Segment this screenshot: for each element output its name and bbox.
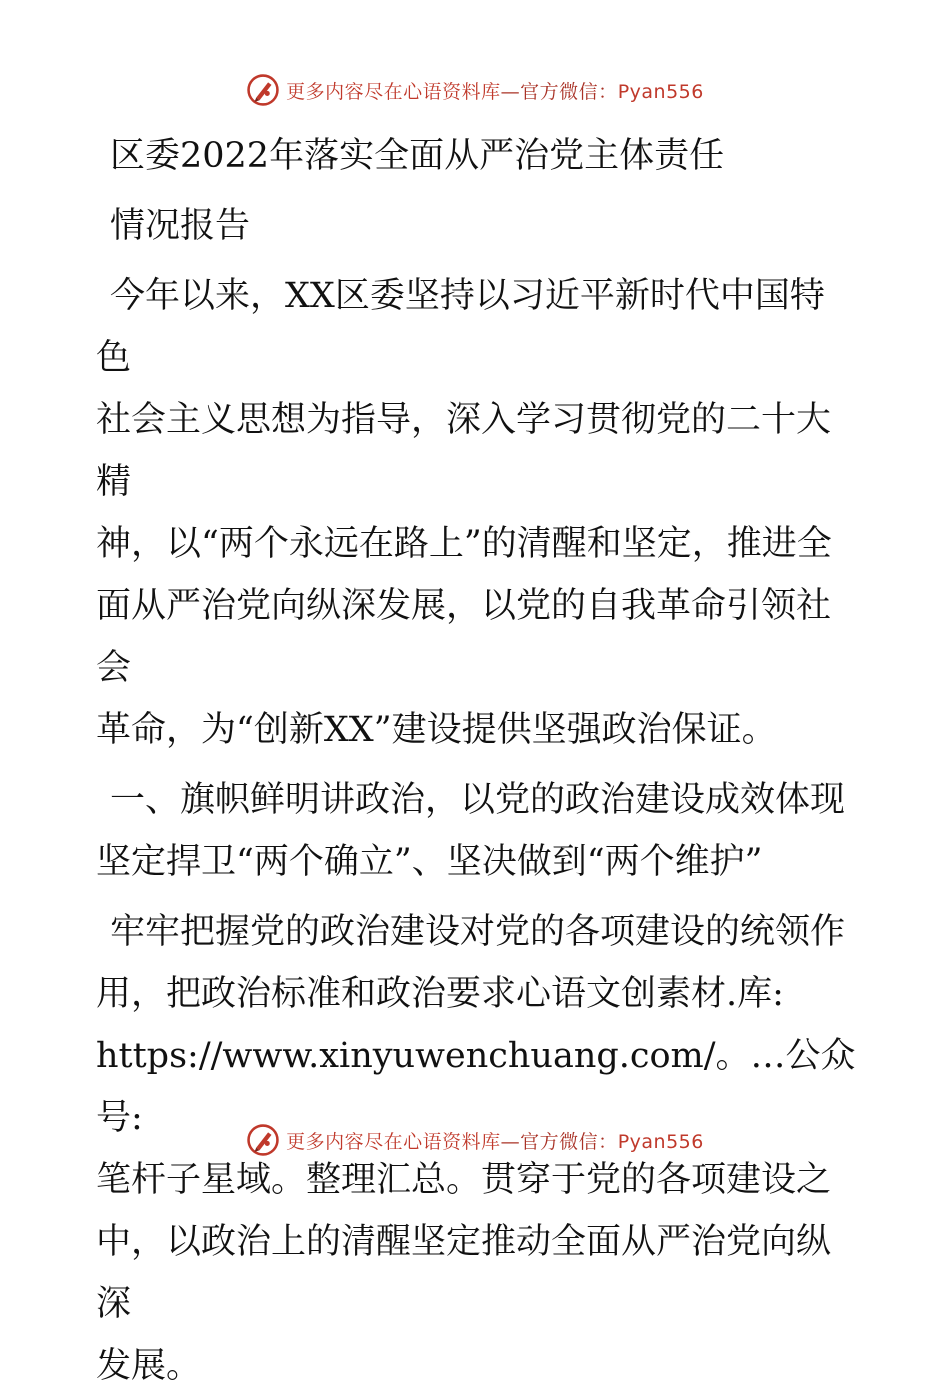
watermark-wechat-label: 官方微信：: [520, 1130, 618, 1153]
watermark-text: [286, 1127, 704, 1154]
spacer: [96, 761, 856, 769]
watermark-wechat-id: Pyan556: [617, 1130, 704, 1153]
pen-logo-icon: [246, 1123, 280, 1157]
header-watermark: [0, 70, 950, 110]
watermark-main: 更多内容尽在心语资料库: [286, 1130, 501, 1153]
watermark-main: 更多内容尽在心语资料库: [286, 80, 501, 103]
watermark-wechat-label: 官方微信：: [520, 80, 618, 103]
paragraph-section-1: 牢牢把握党的政治建设对党的各项建设的统领作 用，把政治标准和政治要求心语文创素材.库: https://www.xinyuwenchuang.com/。…公众号: 笔杆子星域。整理汇总。贯穿于党的各项建设之 中，以政治上的清醒坚定推动全面从严治党向纵深 发展。: [96, 912, 856, 1386]
watermark-wechat-id: Pyan556: [617, 80, 704, 103]
document-title-line-2: 情况报告: [110, 206, 251, 246]
document-body: [96, 125, 856, 1397]
document-title-line-1: 区委2022年落实全面从严治党主体责任: [110, 136, 725, 176]
watermark-dash: —: [500, 1130, 521, 1153]
paragraph-intro: 今年以来，XX区委坚持以习近平新时代中国特色 社会主义思想为指导，深入学习贯彻党的二十大精 神，以“两个永远在路上”的清醒和坚定，推进全 面从严治党向纵深发展，以党的自我革命引领社会 革命，为“创新XX”建设提供坚强政治保证。: [96, 276, 832, 750]
watermark-dash: —: [500, 80, 521, 103]
watermark-text: [286, 77, 704, 104]
spacer: [96, 893, 856, 901]
section-heading-1: 一、旗帜鲜明讲政治，以党的政治建设成效体现 坚定捍卫“两个确立”、坚决做到“两个维护”: [96, 780, 846, 882]
footer-watermark: [0, 1120, 950, 1160]
spacer: [96, 187, 856, 195]
pen-logo-icon: [246, 73, 280, 107]
spacer: [96, 257, 856, 265]
